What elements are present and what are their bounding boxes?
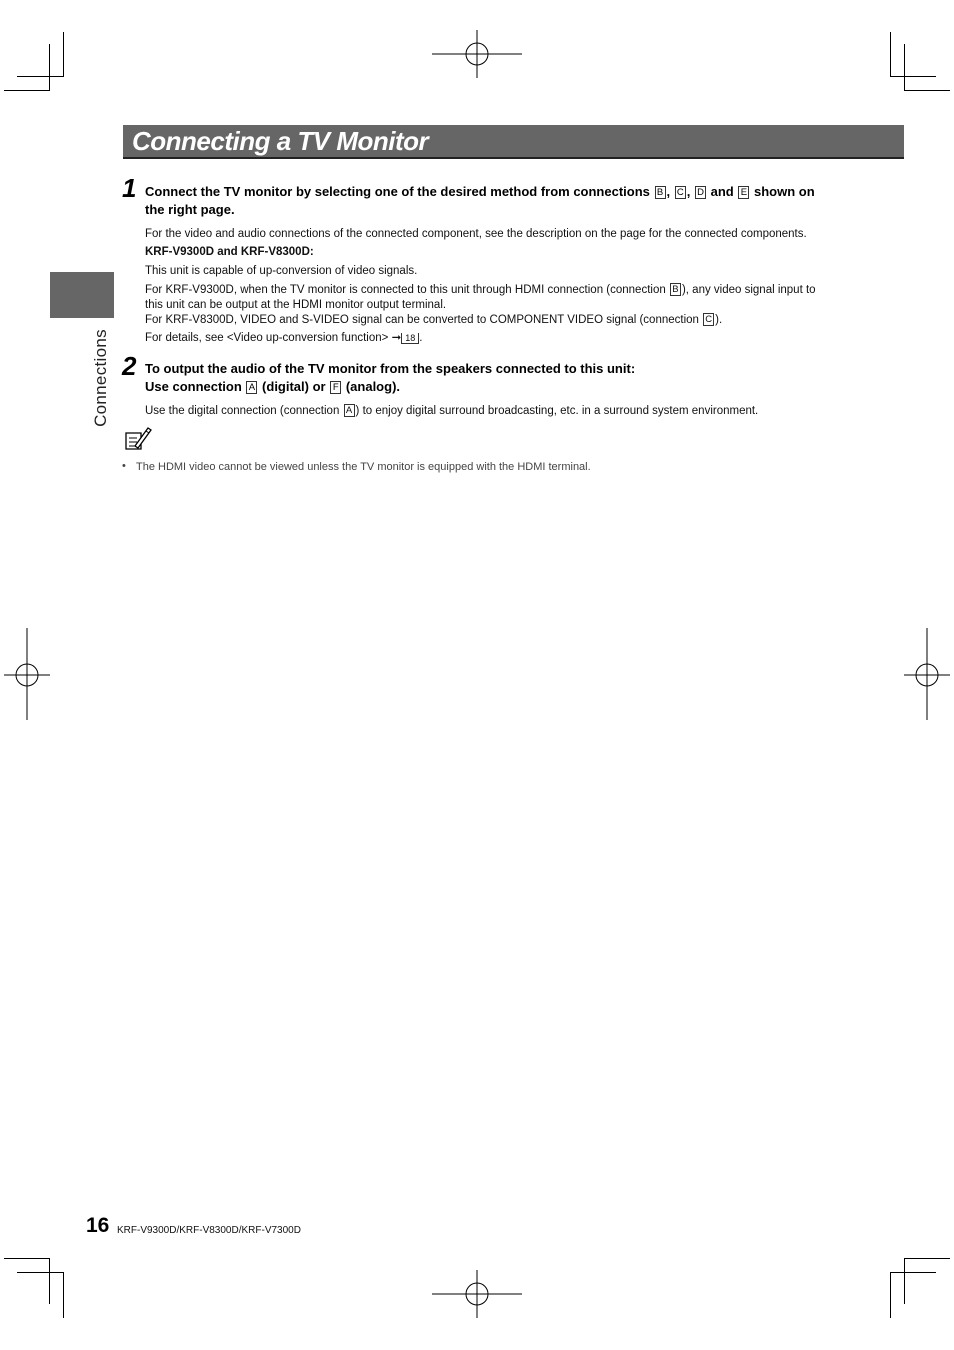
crop-mark: [17, 1272, 63, 1273]
connection-box: B: [655, 186, 666, 199]
connection-box: A: [344, 404, 355, 417]
separator: ,: [686, 184, 691, 199]
crop-mark: [904, 1258, 950, 1259]
paragraph-text: Use the digital connection (connection: [145, 405, 340, 417]
paragraph-text: ) to enjoy digital surround broadcasting, etc. in a surround system environment.: [355, 405, 759, 417]
crop-mark: [890, 1272, 936, 1273]
paragraph-text: For details, see <Video up-conversion function>: [145, 332, 389, 344]
step-heading-text: Use connection: [145, 379, 242, 394]
paragraph: This unit is capable of up-conversion of video signals.: [145, 265, 418, 277]
registration-mark: [430, 30, 524, 80]
connection-box: F: [330, 381, 341, 394]
connection-box: C: [703, 313, 714, 326]
paragraph: For the video and audio connections of the connected component, see the description on the page for the connected components.: [145, 228, 807, 240]
crop-mark: [904, 44, 905, 91]
crop-mark: [49, 44, 50, 91]
section-title-bar: [123, 125, 904, 159]
note-text: The HDMI video cannot be viewed unless the TV monitor is equipped with the HDMI terminal.: [136, 461, 591, 473]
step-heading-text: shown on: [754, 184, 815, 199]
crop-mark: [890, 1272, 891, 1318]
step-heading-text: Connect the TV monitor by selecting one of the desired method from connections: [145, 184, 650, 199]
step-heading-text: (digital) or: [262, 379, 326, 394]
registration-mark: [902, 628, 952, 722]
crop-mark: [49, 1258, 50, 1304]
crop-mark: [890, 76, 936, 77]
connection-box: B: [670, 283, 681, 296]
crop-mark: [17, 76, 63, 77]
arrow-right-icon: ➞: [391, 332, 402, 344]
crop-mark: [4, 90, 50, 91]
details-reference: [145, 331, 422, 346]
paragraph: [145, 283, 816, 328]
paragraph-text: For KRF-V9300D, when the TV monitor is connected to this unit through HDMI connection (connection: [145, 284, 666, 296]
separator: ,: [666, 184, 671, 199]
registration-mark: [430, 1270, 524, 1320]
crop-mark: [4, 1258, 50, 1259]
connection-box: D: [695, 186, 706, 199]
page-number: 16: [86, 1214, 110, 1237]
crop-mark: [63, 1272, 64, 1318]
step-heading: [145, 183, 865, 219]
paragraph-text: ), any video signal input to: [681, 284, 816, 296]
crop-mark: [904, 90, 950, 91]
section-tab: [50, 272, 114, 318]
crop-mark: [904, 1258, 905, 1304]
page-title: Connecting a TV Monitor: [132, 126, 429, 156]
step-heading-text: and: [710, 184, 734, 199]
step-heading-text: the right page.: [145, 202, 235, 217]
step-heading-text: To output the audio of the TV monitor from the speakers connected to this unit:: [145, 361, 636, 376]
model-list: KRF-V9300D/KRF-V8300D/KRF-V7300D: [117, 1225, 301, 1236]
model-heading: KRF-V9300D and KRF-V8300D:: [145, 246, 314, 258]
connection-box: C: [675, 186, 686, 199]
connection-box: E: [738, 186, 749, 199]
paragraph-text: For KRF-V8300D, VIDEO and S-VIDEO signal can be converted to COMPONENT VIDEO signal (connection: [145, 314, 699, 326]
step-number: 1: [122, 173, 137, 203]
paragraph-text: ).: [715, 314, 723, 326]
step-heading: [145, 360, 865, 396]
section-label: Connections: [91, 329, 110, 427]
paragraph-text: .: [419, 332, 423, 344]
paragraph-text: this unit can be output at the HDMI monitor output terminal.: [145, 299, 447, 311]
note-bullet: •: [122, 460, 126, 472]
step-heading-text: (analog).: [345, 379, 401, 394]
connection-box: A: [246, 381, 257, 394]
note-pencil-icon: [123, 424, 153, 452]
registration-mark: [2, 628, 52, 722]
crop-mark: [63, 32, 64, 77]
step-number: 2: [122, 351, 137, 381]
crop-mark: [890, 32, 891, 77]
page-reference[interactable]: 18: [401, 333, 419, 344]
paragraph: [145, 404, 758, 419]
